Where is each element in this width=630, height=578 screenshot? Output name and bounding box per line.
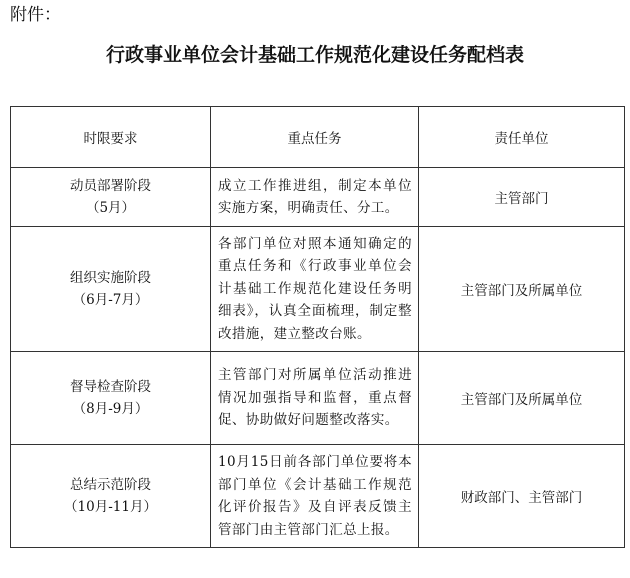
stage-period: （10月-11月） (64, 499, 157, 515)
stage-cell (11, 168, 211, 227)
stage-name: 总结示范阶段 (70, 477, 151, 493)
table-header-row (11, 107, 625, 168)
column-header-time-requirement: 时限要求 (11, 107, 211, 168)
table-row (11, 168, 625, 227)
column-header-responsible-unit: 责任单位 (419, 107, 625, 168)
table-row (11, 352, 625, 445)
stage-cell (11, 352, 211, 445)
task-cell: 主管部门对所属单位活动推进情况加强指导和监督，重点督促、协助做好问题整改落实。 (211, 352, 419, 445)
task-cell: 10月15日前各部门单位要将本部门单位《会计基础工作规范化评价报告》及自评表反馈主管部门由主管部门汇总上报。 (211, 445, 419, 548)
unit-cell: 财政部门、主管部门 (419, 445, 625, 548)
task-cell: 各部门单位对照本通知确定的重点任务和《行政事业单位会计基础工作规范化建设任务明细表》，认真全面梳理，制定整改措施，建立整改台账。 (211, 227, 419, 352)
table-row (11, 227, 625, 352)
column-header-key-tasks: 重点任务 (211, 107, 419, 168)
stage-period: （8月-9月） (72, 401, 149, 417)
task-cell: 成立工作推进组，制定本单位实施方案，明确责任、分工。 (211, 168, 419, 227)
unit-cell: 主管部门及所属单位 (419, 352, 625, 445)
table-row (11, 445, 625, 548)
stage-cell (11, 445, 211, 548)
task-schedule-table (10, 106, 625, 548)
stage-period: （6月-7月） (72, 292, 149, 308)
attachment-label: 附件： (10, 5, 61, 25)
stage-name: 动员部署阶段 (70, 178, 151, 194)
stage-period: （5月） (85, 200, 136, 216)
stage-cell (11, 227, 211, 352)
stage-name: 组织实施阶段 (70, 270, 151, 286)
document-title: 行政事业单位会计基础工作规范化建设任务配档表 (105, 44, 524, 66)
unit-cell: 主管部门 (419, 168, 625, 227)
unit-cell: 主管部门及所属单位 (419, 227, 625, 352)
stage-name: 督导检查阶段 (70, 379, 151, 395)
